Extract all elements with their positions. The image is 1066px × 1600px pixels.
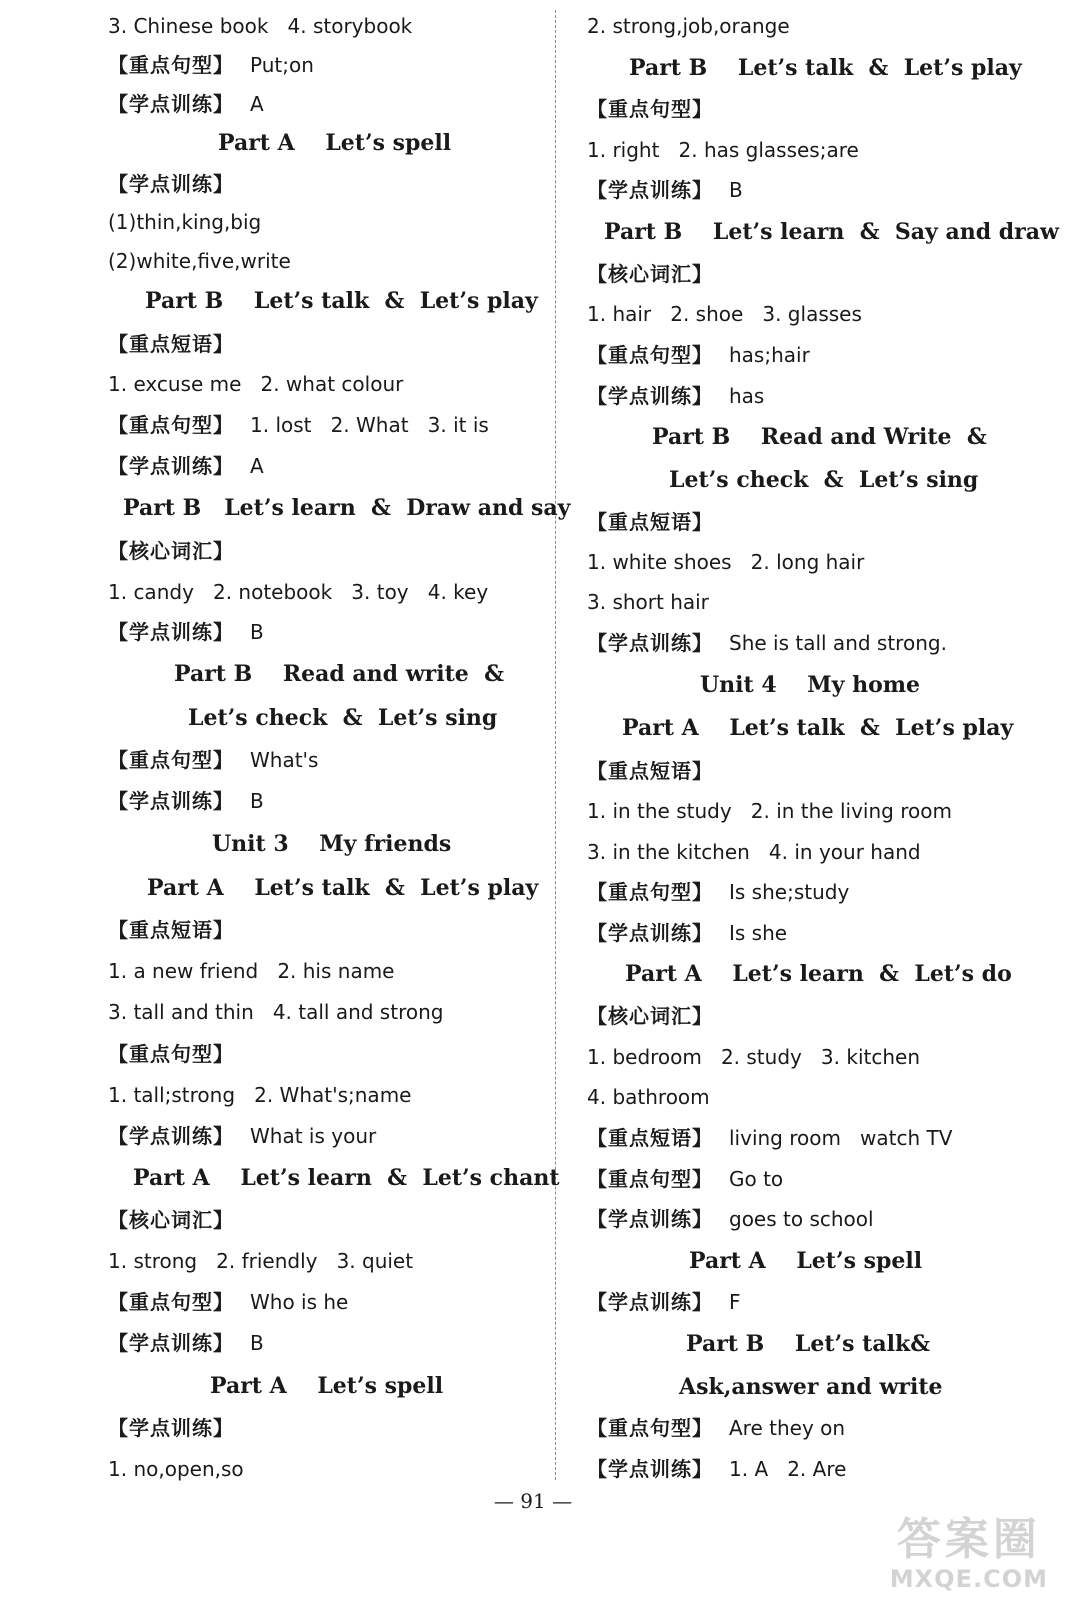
section-tag: 【学点训练】 bbox=[108, 1331, 234, 1355]
answer-line bbox=[587, 260, 713, 288]
section-tag: 【重点句型】 bbox=[587, 343, 713, 367]
answer-line bbox=[108, 51, 314, 79]
answer-value: has bbox=[729, 384, 765, 408]
section-heading: Let’s check & Let’s sing bbox=[188, 705, 498, 731]
section-tag: 【重点句型】 bbox=[108, 748, 234, 772]
answer-value: B bbox=[729, 178, 743, 202]
answer-value: Are they on bbox=[729, 1416, 846, 1440]
section-tag: 【学点训练】 bbox=[108, 789, 234, 813]
answer-line bbox=[108, 170, 234, 198]
answer-value: Is she bbox=[729, 921, 788, 945]
section-tag: 【重点句型】 bbox=[108, 1290, 234, 1314]
section-tag: 【学点训练】 bbox=[587, 1207, 713, 1231]
answer-value: 1. lost 2. What 3. it is bbox=[250, 413, 489, 437]
answer-line bbox=[587, 1165, 783, 1193]
answer-value: B bbox=[250, 620, 264, 644]
answer-line: 3. in the kitchen 4. in your hand bbox=[587, 840, 921, 864]
section-tag: 【学点训练】 bbox=[108, 1416, 234, 1440]
answer-line bbox=[587, 878, 849, 906]
answer-line bbox=[108, 1040, 234, 1068]
section-tag: 【重点句型】 bbox=[108, 53, 234, 77]
section-heading: Part A Let’s talk & Let’s play bbox=[622, 715, 1014, 741]
answer-line bbox=[587, 1288, 741, 1316]
answer-value: A bbox=[250, 92, 264, 116]
answer-line: 1. strong 2. friendly 3. quiet bbox=[108, 1249, 414, 1273]
answer-line bbox=[587, 341, 810, 369]
section-tag: 【学点训练】 bbox=[587, 1457, 713, 1481]
answer-line: 1. excuse me 2. what colour bbox=[108, 372, 404, 396]
section-tag: 【重点句型】 bbox=[108, 1042, 234, 1066]
answer-value: 1. A 2. Are bbox=[729, 1457, 847, 1481]
section-tag: 【学点训练】 bbox=[587, 178, 713, 202]
answer-line: 1. a new friend 2. his name bbox=[108, 959, 395, 983]
answer-line bbox=[587, 508, 713, 536]
section-heading: Part B Let’s learn & Say and draw bbox=[604, 219, 1059, 245]
answer-line bbox=[108, 1329, 264, 1357]
section-tag: 【学点训练】 bbox=[108, 620, 234, 644]
answer-line bbox=[108, 787, 264, 815]
answer-line: (2)white,five,write bbox=[108, 249, 291, 273]
section-tag: 【重点短语】 bbox=[587, 1126, 713, 1150]
answer-value: F bbox=[729, 1290, 741, 1314]
answer-line bbox=[108, 746, 318, 774]
answer-line bbox=[108, 1206, 234, 1234]
answer-value: goes to school bbox=[729, 1207, 874, 1231]
answer-line bbox=[108, 1122, 376, 1150]
answer-line bbox=[587, 1205, 874, 1233]
answer-line: 1. white shoes 2. long hair bbox=[587, 550, 865, 574]
unit-heading: Unit 3 My friends bbox=[212, 831, 452, 857]
answer-line bbox=[587, 919, 787, 947]
answer-line bbox=[587, 176, 743, 204]
answer-line bbox=[587, 382, 764, 410]
section-tag: 【核心词汇】 bbox=[108, 539, 234, 563]
answer-line: 3. short hair bbox=[587, 590, 709, 614]
section-heading: Let’s check & Let’s sing bbox=[669, 467, 979, 493]
answer-line bbox=[108, 618, 264, 646]
section-tag: 【学点训练】 bbox=[587, 1290, 713, 1314]
section-heading: Part A Let’s learn & Let’s chant bbox=[133, 1165, 560, 1191]
answer-line bbox=[587, 629, 947, 657]
answer-line: 4. bathroom bbox=[587, 1085, 710, 1109]
section-tag: 【核心词汇】 bbox=[587, 1004, 713, 1028]
section-tag: 【学点训练】 bbox=[108, 172, 234, 196]
answer-line bbox=[108, 916, 234, 944]
answer-line bbox=[108, 411, 489, 439]
answer-line: 2. strong,job,orange bbox=[587, 14, 790, 38]
answer-value: B bbox=[250, 1331, 264, 1355]
section-heading: Part A Let’s talk & Let’s play bbox=[147, 875, 539, 901]
section-tag: 【核心词汇】 bbox=[108, 1208, 234, 1232]
watermark-text: 答案圈 bbox=[896, 1514, 1041, 1565]
section-tag: 【学点训练】 bbox=[587, 631, 713, 655]
section-tag: 【学点训练】 bbox=[108, 454, 234, 478]
answer-line: 1. right 2. has glasses;are bbox=[587, 138, 859, 162]
answer-line: 1. no,open,so bbox=[108, 1457, 244, 1481]
watermark-url: MXQE.COM bbox=[889, 1565, 1048, 1593]
unit-heading: Unit 4 My home bbox=[700, 672, 921, 698]
section-heading: Part A Let’s spell bbox=[689, 1248, 923, 1274]
section-tag: 【重点句型】 bbox=[587, 97, 713, 121]
section-heading: Part A Let’s learn & Let’s do bbox=[625, 961, 1012, 987]
section-heading: Part B Let’s talk& bbox=[686, 1331, 931, 1357]
answer-value: has;hair bbox=[729, 343, 810, 367]
answer-value: What's bbox=[250, 748, 319, 772]
answer-line: 1. in the study 2. in the living room bbox=[587, 799, 952, 823]
section-tag: 【学点训练】 bbox=[108, 92, 234, 116]
answer-line bbox=[108, 330, 234, 358]
section-tag: 【重点短语】 bbox=[108, 332, 234, 356]
section-heading: Part B Read and write & bbox=[174, 661, 504, 687]
section-heading: Part B Let’s learn & Draw and say bbox=[123, 495, 571, 521]
section-heading: Part B Read and Write & bbox=[652, 424, 987, 450]
answer-line bbox=[108, 452, 264, 480]
section-tag: 【重点句型】 bbox=[108, 413, 234, 437]
answer-line bbox=[587, 757, 713, 785]
answer-line bbox=[587, 1455, 846, 1483]
watermark-logo bbox=[890, 1514, 1048, 1592]
answer-value: A bbox=[250, 454, 264, 478]
answer-line bbox=[587, 95, 713, 123]
section-heading: Part A Let’s spell bbox=[218, 130, 452, 156]
section-tag: 【重点短语】 bbox=[587, 759, 713, 783]
section-tag: 【重点短语】 bbox=[108, 918, 234, 942]
answer-value: Who is he bbox=[250, 1290, 349, 1314]
section-tag: 【学点训练】 bbox=[587, 921, 713, 945]
answer-line bbox=[108, 1414, 234, 1442]
answer-line bbox=[587, 1002, 713, 1030]
section-heading: Part B Let’s talk & Let’s play bbox=[629, 55, 1022, 81]
answer-value: Go to bbox=[729, 1167, 784, 1191]
section-tag: 【重点短语】 bbox=[587, 510, 713, 534]
answer-line bbox=[587, 1414, 845, 1442]
answer-line: 1. bedroom 2. study 3. kitchen bbox=[587, 1045, 920, 1069]
section-tag: 【核心词汇】 bbox=[587, 262, 713, 286]
answer-value: She is tall and strong. bbox=[729, 631, 947, 655]
section-tag: 【重点句型】 bbox=[587, 1416, 713, 1440]
answer-line bbox=[108, 537, 234, 565]
answer-line bbox=[108, 1288, 348, 1316]
answer-value: Put;on bbox=[250, 53, 314, 77]
answer-value: living room watch TV bbox=[729, 1126, 953, 1150]
section-heading: Part A Let’s spell bbox=[210, 1373, 444, 1399]
answer-line: 3. Chinese book 4. storybook bbox=[108, 14, 413, 38]
section-heading: Ask,answer and write bbox=[679, 1374, 943, 1400]
section-tag: 【重点句型】 bbox=[587, 1167, 713, 1191]
answer-line: 3. tall and thin 4. tall and strong bbox=[108, 1000, 444, 1024]
section-tag: 【学点训练】 bbox=[108, 1124, 234, 1148]
page-number: — 91 — bbox=[493, 1489, 573, 1513]
column-divider bbox=[555, 10, 556, 1480]
section-tag: 【重点句型】 bbox=[587, 880, 713, 904]
section-heading: Part B Let’s talk & Let’s play bbox=[145, 288, 538, 314]
answer-line bbox=[108, 90, 264, 118]
answer-line: 1. candy 2. notebook 3. toy 4. key bbox=[108, 580, 489, 604]
answer-value: B bbox=[250, 789, 264, 813]
answer-line: (1)thin,king,big bbox=[108, 210, 262, 234]
answer-value: Is she;study bbox=[729, 880, 850, 904]
answer-line bbox=[587, 1124, 952, 1152]
section-tag: 【学点训练】 bbox=[587, 384, 713, 408]
answer-line: 1. hair 2. shoe 3. glasses bbox=[587, 302, 862, 326]
answer-line: 1. tall;strong 2. What's;name bbox=[108, 1083, 412, 1107]
answer-value: What is your bbox=[250, 1124, 377, 1148]
